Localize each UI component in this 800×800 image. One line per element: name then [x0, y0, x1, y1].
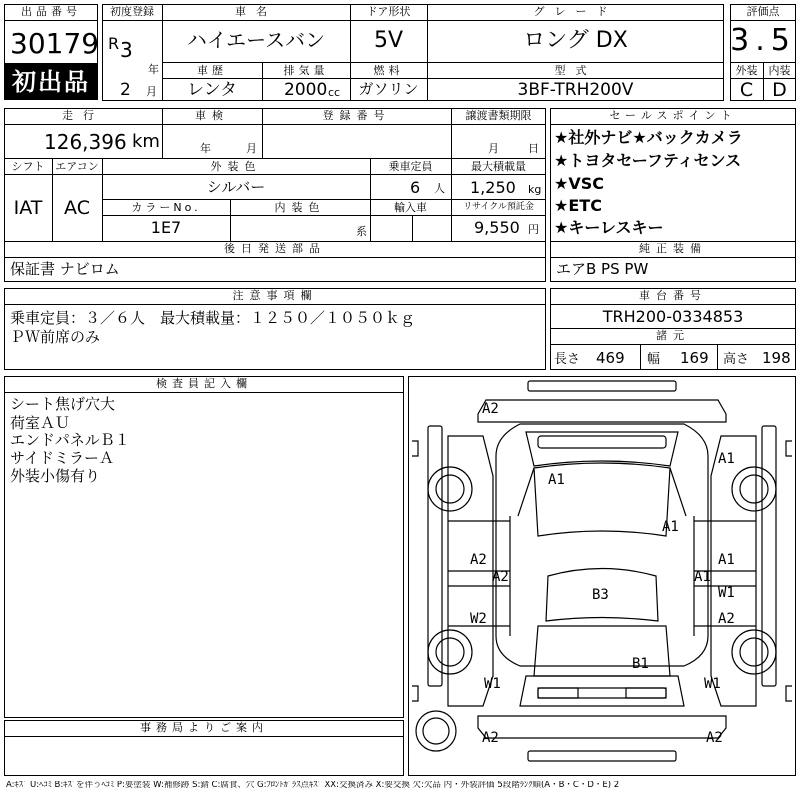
later-parts-label: 後日発送部品: [224, 242, 326, 255]
equipment-text: エアB PS PW: [556, 260, 649, 278]
width: 169: [680, 349, 709, 367]
sales-point-item: ★VSC: [554, 174, 604, 193]
grade-label: グレード: [533, 5, 618, 18]
damage-mark: A1: [694, 569, 711, 585]
damage-mark: A1: [662, 519, 679, 535]
reg-month: 2: [120, 80, 131, 100]
door-label: ドア形状: [366, 5, 411, 18]
color-label: 外装色: [210, 160, 262, 173]
first-listing-badge: 初出品: [4, 64, 98, 100]
mileage: 126,396: [44, 130, 127, 154]
capacity: 6: [410, 178, 421, 197]
equipment-label: 純正装備: [639, 242, 707, 255]
displacement: 2000: [284, 80, 328, 100]
color: シルバー: [206, 178, 266, 196]
damage-mark: W1: [718, 585, 735, 601]
lot-number: 30179: [10, 27, 100, 60]
notes-line: 乗車定員：３／６人 最大積載量：１２５０／１０５０ｋｇ: [10, 309, 416, 327]
ac: AC: [64, 197, 90, 219]
door: 5V: [373, 28, 404, 53]
notes-label: 注意事項欄: [232, 289, 318, 302]
height: 198: [762, 349, 791, 367]
fuel-label: 燃料: [373, 64, 404, 77]
inspector-label: 検査員記入欄: [156, 377, 252, 390]
exterior-label: 外装: [735, 64, 758, 77]
capacity-label: 乗車定員: [388, 160, 433, 173]
ac-label: エアコン: [55, 160, 99, 173]
color-no: 1E7: [150, 218, 182, 237]
chassis-label: 車台番号: [639, 289, 707, 302]
grade: ロング DX: [523, 28, 628, 53]
exterior-grade: C: [739, 79, 754, 101]
reg-year: 3: [120, 38, 133, 62]
legend: A:ｷｽﾞ U:ﾍｺﾐ B:ｷｽﾞを伴うﾍｺﾐ P:要塗装 W:補修跡 S:錆 C:腐食、穴 G:ﾌﾛﾝﾄｶﾞﾗｽ点ｷｽﾞ XX:交換済み X:要交換 欠:欠品 内・外装評価 5段階ﾗﾝｸ順(A・B・C・D・E) 2: [6, 781, 620, 790]
details-box: [4, 108, 546, 242]
office-label: 事務局よりご案内: [140, 721, 268, 734]
mileage-label: 走行: [62, 109, 104, 122]
interior-color-unit: 系: [356, 225, 367, 238]
damage-mark: A1: [718, 451, 735, 467]
damage-mark: W2: [470, 611, 487, 627]
interior-color-label: 内装色: [274, 201, 326, 214]
damage-mark: A1: [548, 472, 565, 488]
transfer-label: 譲渡書類期限: [465, 109, 532, 122]
history-label: 車歴: [197, 64, 227, 77]
capacity-unit: 人: [434, 182, 445, 195]
recycle-label: リサイクル預託金: [463, 202, 534, 212]
interior-label: 内装: [768, 64, 791, 77]
inspection-year-unit: 年: [200, 142, 211, 155]
recycle-unit: 円: [528, 223, 539, 236]
damage-mark: A1: [718, 552, 735, 568]
import-label: 輸入車: [394, 201, 427, 214]
score: 3.5: [730, 23, 796, 58]
recycle: 9,550: [474, 218, 520, 237]
width-label: 幅: [647, 352, 661, 367]
damage-mark: W1: [484, 676, 501, 692]
car-diagram: [408, 376, 796, 776]
history: レンタ: [187, 80, 237, 100]
month-unit: 月: [146, 85, 157, 98]
damage-mark: A2: [706, 730, 723, 746]
inspector-note: 荷室ＡＵ: [10, 414, 71, 432]
spec-label: 諸元: [656, 329, 690, 342]
shift: IAT: [13, 197, 43, 219]
damage-mark: A2: [492, 569, 509, 585]
length: 469: [596, 349, 625, 367]
score-label: 評価点: [746, 5, 780, 18]
first-registration-label: 初度登録: [110, 5, 154, 18]
sales-points-label: セールスポイント: [609, 109, 737, 122]
damage-mark: W1: [704, 676, 721, 692]
damage-mark: B3: [592, 587, 609, 603]
car-name: ハイエースバン: [186, 28, 326, 52]
interior-grade: D: [772, 79, 787, 101]
damage-mark: A2: [482, 401, 499, 417]
color-no-label: カラーNo.: [131, 201, 201, 214]
inspector-note: サイドミラーＡ: [10, 449, 114, 467]
load-unit: kg: [528, 183, 542, 196]
notes-line: ＰＷ前席のみ: [10, 328, 101, 346]
lot-number-label: 出品番号: [21, 5, 81, 18]
fuel: ガソリン: [358, 80, 419, 98]
later-parts-text: 保証書 ナビロム: [10, 260, 120, 278]
transfer-day-unit: 日: [528, 142, 539, 155]
damage-mark: A2: [470, 552, 487, 568]
damage-mark: A2: [718, 611, 735, 627]
load-label: 最大積載量: [471, 160, 526, 173]
plate-label: 登録番号: [322, 109, 391, 122]
damage-mark: B1: [632, 656, 649, 672]
inspector-note: エンドパネルＢ１: [10, 431, 130, 449]
displacement-unit: cc: [328, 86, 341, 99]
sales-point-item: ★トヨタセーフティセンス: [554, 151, 742, 170]
length-label: 長さ: [554, 352, 581, 367]
inspection-month-unit: 月: [246, 142, 257, 155]
mileage-unit: km: [132, 131, 160, 152]
reg-era: R: [108, 34, 120, 53]
sales-point-item: ★社外ナビ★バックカメラ: [554, 128, 743, 147]
inspection-label: 車検: [195, 109, 229, 122]
height-label: 高さ: [723, 352, 750, 367]
shift-label: シフト: [11, 160, 45, 173]
transfer-month-unit: 月: [488, 142, 499, 155]
sales-point-item: ★ETC: [554, 196, 602, 215]
damage-mark: A2: [482, 730, 499, 746]
car-name-label: 車名: [235, 5, 277, 18]
year-unit: 年: [148, 63, 159, 76]
inspector-note: シート焦げ穴大: [10, 395, 116, 413]
model-code-label: 型式: [554, 64, 597, 77]
inspector-note: 外装小傷有り: [10, 467, 101, 485]
chassis-number: TRH200-0334853: [602, 307, 744, 326]
model-code: 3BF-TRH200V: [517, 80, 634, 100]
load: 1,250: [470, 178, 516, 197]
sales-point-item: ★キーレスキー: [554, 218, 664, 237]
displacement-label: 排気量: [283, 64, 329, 77]
